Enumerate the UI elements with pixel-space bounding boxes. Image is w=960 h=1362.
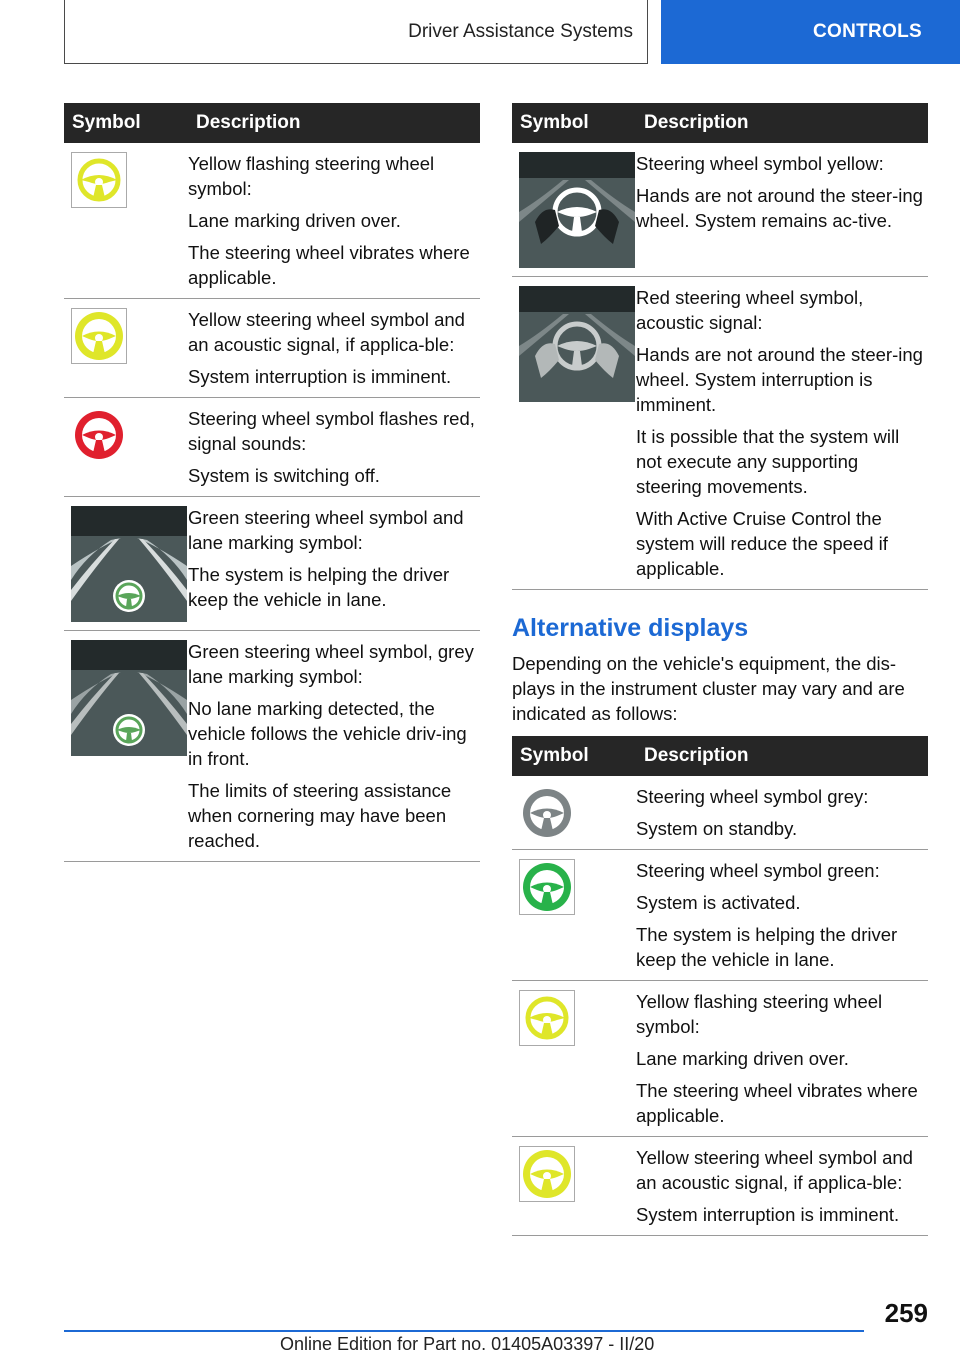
header-tab-label: CONTROLS [813,21,923,42]
row-text: Yellow flashing steering wheel symbol: [188,153,435,199]
page-number: 259 [884,1298,928,1328]
lane-grey-wheel-display [71,640,187,756]
table-row [64,143,480,299]
yellow-steering-wheel-icon [519,990,575,1046]
row-text: System on standby. [636,818,798,839]
table-row [512,776,928,850]
table-row [512,1137,928,1236]
row-text: Green steering wheel symbol, grey lane marking symbol: [188,641,474,687]
grey-steering-wheel-icon [519,785,575,841]
section-title: Alternative displays [512,614,749,642]
table-row [64,497,480,631]
header-controls-tab [661,0,960,64]
row-text: The system is helping the driver keep the vehicle in lane. [636,924,898,970]
hands-off-yellow-display [519,152,635,268]
row-text: Steering wheel symbol green: [636,860,880,881]
row-text: System interruption is imminent. [188,366,452,387]
col-header-description: Description [636,736,928,776]
symbol-table-left [64,103,480,862]
yellow-steering-wheel-icon [71,152,127,208]
row-text: Yellow steering wheel symbol and an acoustic signal, if applica‐ble: [636,1147,913,1193]
col-header-symbol: Symbol [512,736,636,776]
table-row [64,398,480,497]
row-text: Hands are not around the steer‐ing wheel. System interruption is imminent. [636,344,923,415]
row-text: Steering wheel symbol yellow: [636,153,884,174]
red-steering-wheel-icon [71,407,127,463]
row-text: The system is helping the driver keep the vehicle in lane. [188,564,450,610]
footer-edition: Online Edition for Part no. 01405A03397 - II/20 [280,1334,655,1354]
row-text: Lane marking driven over. [188,210,401,231]
right-column [512,103,928,1236]
row-text: With Active Cruise Control the system will reduce the speed if applicable. [636,508,888,579]
green-steering-wheel-icon [519,859,575,915]
col-header-description: Description [188,103,480,143]
footer-divider [64,1330,864,1332]
col-header-symbol: Symbol [512,103,636,143]
row-text: System is switching off. [188,465,380,486]
row-text: Steering wheel symbol flashes red, signal sounds: [188,408,475,454]
left-column [64,103,480,862]
row-text: The steering wheel vibrates where applicable. [188,242,470,288]
table-row [64,299,480,398]
row-text: The steering wheel vibrates where applicable. [636,1080,918,1126]
row-text: No lane marking detected, the vehicle follows the vehicle driv‐ing in front. [188,698,467,769]
symbol-table-right [512,103,928,590]
table-row [512,981,928,1137]
col-header-symbol: Symbol [64,103,188,143]
row-text: Green steering wheel symbol and lane marking symbol: [188,507,464,553]
lane-green-wheel-display [71,506,187,622]
row-text: The limits of steering assistance when cornering may have been reached. [188,780,452,851]
row-text: Steering wheel symbol grey: [636,786,869,807]
header-section-box [64,0,648,64]
row-text: Yellow steering wheel symbol and an acoustic signal, if applica‐ble: [188,309,465,355]
row-text: Yellow flashing steering wheel symbol: [636,991,883,1037]
yellow-steering-wheel-icon [519,1146,575,1202]
symbol-table-alternative [512,736,928,1236]
header-section-title: Driver Assistance Systems [408,20,633,42]
row-text: System is activated. [636,892,801,913]
table-row [512,143,928,277]
row-text: Red steering wheel symbol, acoustic signal: [636,287,864,333]
row-text: Hands are not around the steer‐ing wheel. System remains ac‐tive. [636,185,923,231]
section-intro: Depending on the vehicle's equipment, the dis‐plays in the instrument cluster may vary and are indicated as follows: [512,653,905,724]
yellow-steering-wheel-icon [71,308,127,364]
table-row [512,277,928,590]
row-text: System interruption is imminent. [636,1204,900,1225]
table-row [512,850,928,981]
table-row [64,631,480,862]
hands-off-red-display [519,286,635,402]
col-header-description: Description [636,103,928,143]
row-text: It is possible that the system will not execute any supporting steering movements. [636,426,900,497]
row-text: Lane marking driven over. [636,1048,849,1069]
